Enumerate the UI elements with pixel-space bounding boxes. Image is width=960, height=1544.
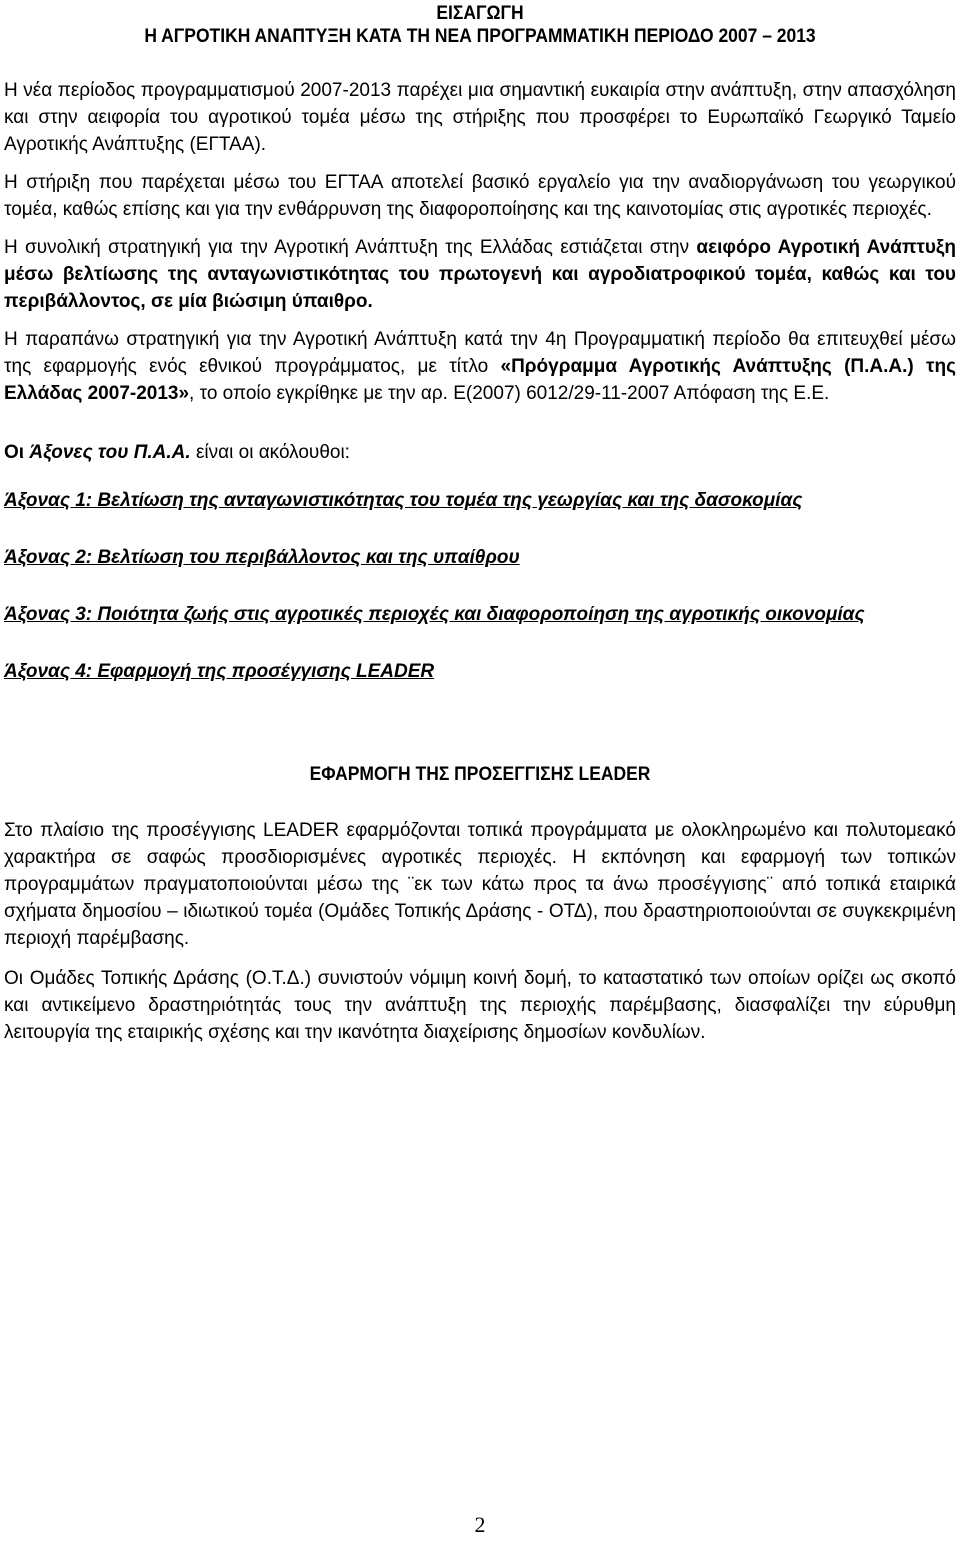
leader-section-title: ΕΦΑΡΜΟΓΗ ΤΗΣ ΠΡΟΣΕΓΓΙΣΗΣ LEADER: [309, 764, 651, 785]
strategy-bold-text: αειφόρο Αγροτική Ανάπτυξη μέσω βελτίωσης της ανταγωνιστικότητας του πρωτογενή και αγροδιατροφικού τομέα, καθώς και του περιβάλλοντος, σε μία βιώσιμη ύπαιθρο.: [4, 237, 956, 312]
strategy-text: Η συνολική στρατηγική για την Αγροτική Ανάπτυξη της Ελλάδας εστιάζεται στην: [4, 237, 697, 258]
page-number: 2: [474, 1512, 486, 1537]
programme-text-end: , το οποίο εγκρίθηκε με την αρ. Ε(2007) 6012/29-11-2007 Απόφαση της Ε.Ε.: [189, 383, 830, 404]
page-title: ΕΙΣΑΓΩΓΗ: [436, 3, 524, 24]
axis-4: Άξονας 4: Εφαρμογή της προσέγγισης LEADER: [4, 661, 435, 682]
axis-3: Άξονας 3: Ποιότητα ζωής στις αγροτικές περιοχές και διαφοροποίηση της αγροτικής οικονομίας: [4, 604, 865, 625]
leader-paragraph: Στο πλαίσιο της προσέγγισης LEADER εφαρμόζονται τοπικά προγράμματα με ολοκληρωμένο και πολυτομεακό χαρακτήρα σε σαφώς προσδιορισμένες αγροτικές περιοχές. Η εκπόνηση και εφαρμογή των τοπικών προγραμμάτων πραγματοποιούνται μέσω της ¨εκ των κάτω προς τα άνω προσέγγισης¨ από τοπικά εταιρικά σχήματα δημοσίου – ιδιωτικού τομέα (Ομάδες Τοπικής Δράσης - ΟΤΔ), που δραστηριοποιούνται σε συγκεκριμένη περιοχή παρέμβασης.: [4, 820, 956, 949]
axes-intro-lead: Οι: [4, 442, 30, 463]
lag-paragraph: Οι Ομάδες Τοπικής Δράσης (Ο.Τ.Δ.) συνιστούν νόμιμη κοινή δομή, το καταστατικό των οποίων ορίζει ως σκοπό και αντικείμενο δραστηριότητάς τους την ανάπτυξη της περιοχής παρέμβασης, διασφαλίζει την εύρυθμη λειτουργία της εταιρικής σχέσης και την ικανότητα διαχείρισης δημοσίων κονδυλίων.: [4, 968, 956, 1043]
eafrd-support-paragraph: Η στήριξη που παρέχεται μέσω του ΕΓΤΑΑ αποτελεί βασικό εργαλείο για την αναδιοργάνωση του γεωργικού τομέα, καθώς επίσης και για την ενθάρρυνση της διαφοροποίησης και της καινοτομίας στις αγροτικές περιοχές.: [4, 172, 956, 220]
axes-intro-rest: είναι οι ακόλουθοι:: [190, 442, 350, 463]
axes-intro: [4, 440, 956, 466]
programme-title: «Πρόγραμμα Αγροτικής Ανάπτυξης (Π.Α.Α.) της Ελλάδας 2007-2013»: [4, 356, 956, 404]
page-subtitle: Η ΑΓΡΟΤΙΚΗ ΑΝΑΠΤΥΞΗ ΚΑΤΑ ΤΗ ΝΕΑ ΠΡΟΓΡΑΜΜΑΤΙΚΗ ΠΕΡΙΟΔΟ 2007 – 2013: [144, 26, 816, 47]
axis-2: Άξονας 2: Βελτίωση του περιβάλλοντος και της υπαίθρου: [4, 547, 520, 568]
intro-paragraph: Η νέα περίοδος προγραμματισμού 2007-2013 παρέχει μια σημαντική ευκαιρία στην ανάπτυξη, στην απασχόληση και στην αειφορία του αγροτικού τομέα μέσω της στήριξης που προσφέρει το Ευρωπαϊκό Γεωργικό Ταμείο Αγροτικής Ανάπτυξης (ΕΓΤΑΑ).: [4, 80, 956, 155]
axes-intro-italic: Άξονες του Π.Α.Α.: [29, 442, 191, 463]
axis-1: Άξονας 1: Βελτίωση της ανταγωνιστικότητας του τομέα της γεωργίας και της δασοκομίας: [4, 490, 803, 511]
programme-text-start: Η παραπάνω στρατηγική για την Αγροτική Ανάπτυξη κατά την 4η Προγραμματική περίοδο θα επιτευχθεί μέσω της εφαρμογής ενός εθνικού προγράμματος, με τίτλο: [4, 329, 956, 377]
strategy-paragraph: [4, 234, 956, 315]
programme-paragraph: [4, 326, 956, 407]
